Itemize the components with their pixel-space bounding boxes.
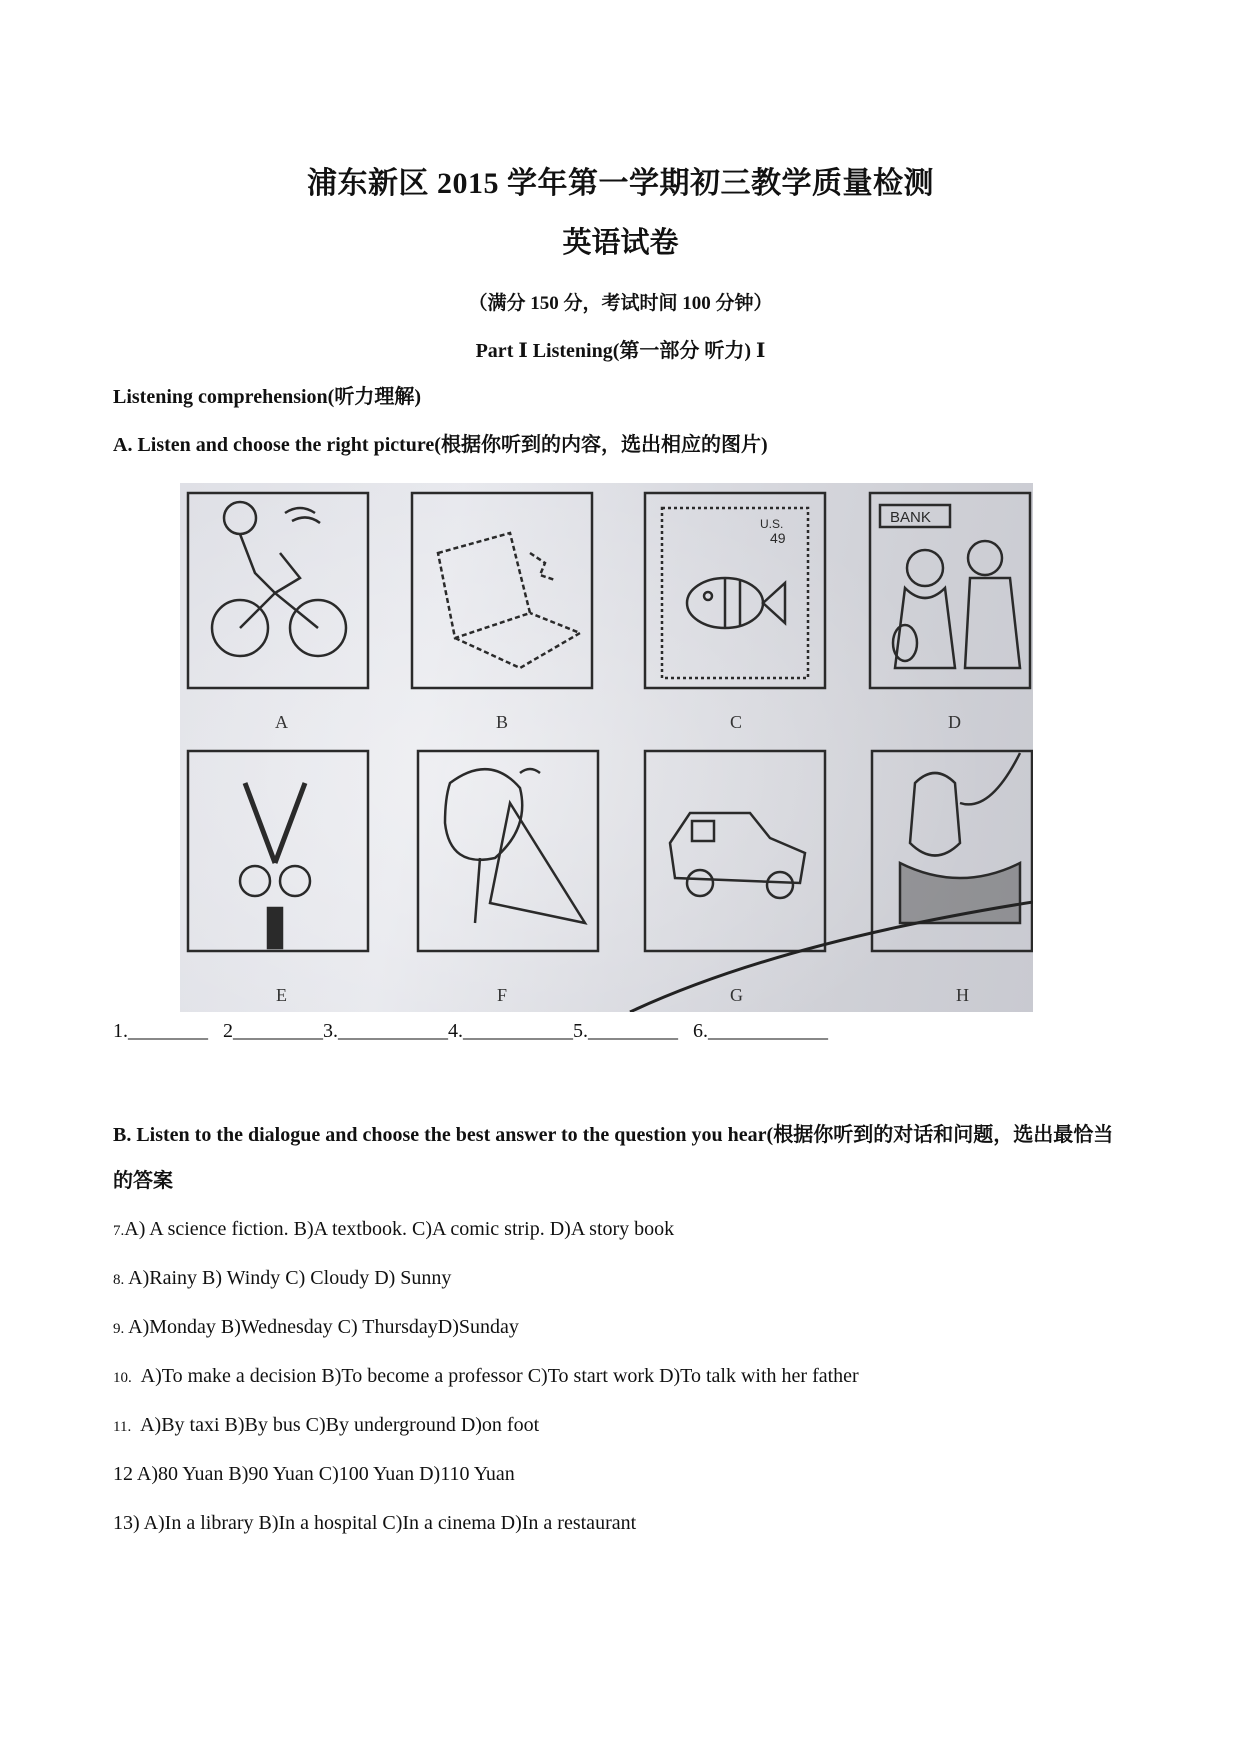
picture-label-f: F	[497, 985, 508, 1005]
question-options: A)Monday B)Wednesday C) ThursdayD)Sunday	[124, 1316, 519, 1338]
question-12	[113, 1463, 515, 1486]
stamp-country-text: U.S.	[760, 517, 784, 531]
picture-label-a: A	[275, 712, 288, 732]
picture-choices-photo	[180, 483, 1033, 1012]
picture-sheet	[180, 483, 1033, 1012]
question-options: A)Rainy B) Windy C) Cloudy D) Sunny	[124, 1267, 452, 1289]
question-options: A)80 Yuan B)90 Yuan C)100 Yuan D)110 Yuan	[133, 1463, 515, 1485]
bank-sign-text: BANK	[890, 509, 931, 526]
question-options: A) A science fiction. B)A textbook. C)A comic strip. D)A story book	[124, 1218, 675, 1240]
part-heading: Part Ⅰ Listening(第一部分 听力) Ⅰ	[475, 340, 766, 362]
picture-label-b: B	[496, 712, 509, 732]
picture-label-h: H	[956, 985, 969, 1005]
answer-blanks-1-6: 1.________ 2_________3.___________4.___________5._________ 6.____________	[113, 1020, 828, 1042]
question-9	[113, 1316, 519, 1339]
picture-label-d: D	[948, 712, 961, 732]
question-8	[113, 1267, 451, 1290]
question-number: 7.	[113, 1223, 125, 1239]
question-number: 11.	[113, 1419, 132, 1435]
exam-subtitle: 英语试卷	[562, 227, 679, 259]
question-13	[113, 1512, 636, 1535]
question-number: 10.	[113, 1370, 132, 1386]
picture-label-c: C	[730, 712, 743, 732]
question-options: A)By taxi B)By bus C)By underground D)on foot	[131, 1414, 540, 1436]
question-7	[113, 1218, 674, 1241]
question-number: 12	[113, 1463, 133, 1485]
picture-label-g: G	[730, 985, 743, 1005]
question-number: 13)	[113, 1512, 140, 1534]
question-options: A)In a library B)In a hospital C)In a cinema D)In a restaurant	[139, 1512, 637, 1534]
question-options: A)To make a decision B)To become a professor C)To start work D)To talk with her father	[131, 1365, 859, 1387]
listening-comprehension-heading: Listening comprehension(听力理解)	[113, 386, 421, 408]
picture-label-e: E	[276, 985, 287, 1005]
section-b-heading: B. Listen to the dialogue and choose the best answer to the question you hear(根据你听到的对话和问题，选出最恰当的答案	[113, 1124, 1114, 1192]
question-10	[113, 1365, 859, 1388]
stamp-value-text: 49	[770, 530, 786, 546]
exam-score-time-note: （满分 150 分，考试时间 100 分钟）	[468, 293, 773, 314]
section-a-heading: A. Listen and choose the right picture(根据你听到的内容，选出相应的图片)	[113, 434, 768, 456]
exam-title: 浦东新区 2015 学年第一学期初三教学质量检测	[307, 167, 934, 200]
question-11	[113, 1414, 539, 1437]
question-number: 9.	[113, 1321, 125, 1337]
question-number: 8.	[113, 1272, 125, 1288]
